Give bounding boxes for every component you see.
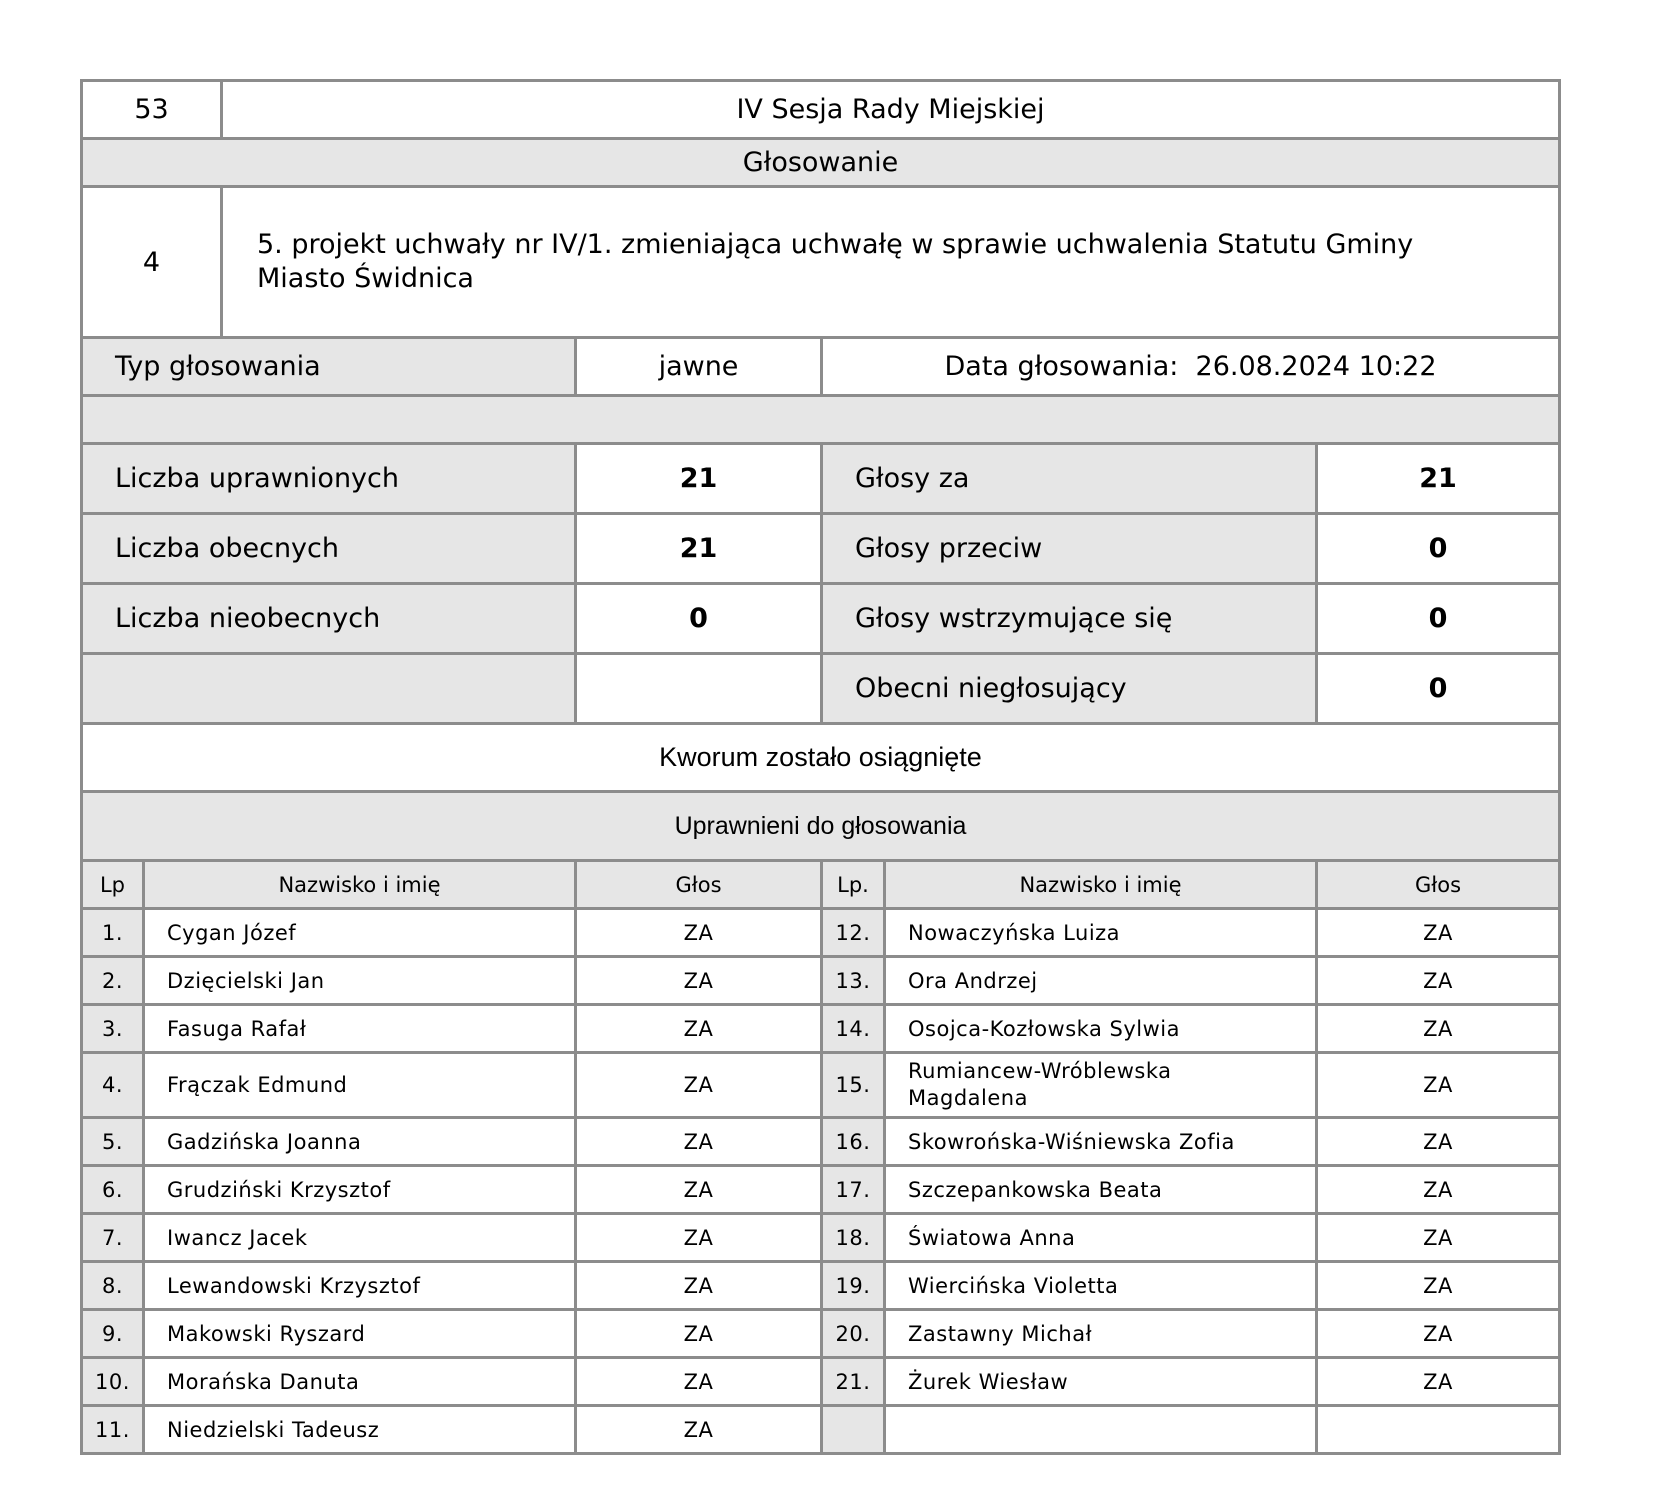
section-header (80, 137, 1561, 188)
voter-name: Szczepankowska Beata (885, 1166, 1317, 1214)
voter-lp: 9. (82, 1310, 144, 1358)
col-lp-left: Lp (82, 861, 144, 909)
voting-protocol (80, 79, 1561, 1455)
voter-name: Frączak Edmund (144, 1053, 576, 1118)
voter-vote: ZA (1317, 1166, 1560, 1214)
agenda-item (80, 185, 1561, 339)
col-lp-right: Lp. (822, 861, 885, 909)
voter-lp: 4. (82, 1053, 144, 1118)
voter-name: Ora Andrzej (885, 957, 1317, 1005)
vote-date-label: Data głosowania: (944, 351, 1179, 382)
for-label: Głosy za (822, 444, 1317, 514)
voter-lp: 21. (822, 1358, 885, 1406)
item-text: 5. projekt uchwały nr IV/1. zmieniająca uchwałę w sprawie uchwalenia Statutu Gminy Miasto Świdnica (222, 187, 1560, 338)
voter-name: Lewandowski Krzysztof (144, 1262, 576, 1310)
table-row (82, 1310, 1560, 1358)
voter-name: Makowski Ryszard (144, 1310, 576, 1358)
voter-lp: 14. (822, 1005, 885, 1053)
against-label: Głosy przeciw (822, 514, 1317, 584)
table-row (82, 1166, 1560, 1214)
abstain-value: 0 (1317, 584, 1560, 654)
session-number: 53 (82, 81, 222, 139)
empty-value-cell (576, 654, 822, 724)
table-row (82, 1262, 1560, 1310)
vote-date (822, 338, 1560, 396)
voter-vote: ZA (576, 1358, 822, 1406)
spacer-cell (82, 396, 1560, 444)
voter-vote: ZA (1317, 1053, 1560, 1118)
voter-name: Grudziński Krzysztof (144, 1166, 576, 1214)
voter-name: Skowrońska-Wiśniewska Zofia (885, 1118, 1317, 1166)
voter-lp: 3. (82, 1005, 144, 1053)
voter-lp: 13. (822, 957, 885, 1005)
item-number: 4 (82, 187, 222, 338)
vote-meta (80, 336, 1561, 397)
voter-name: Fasuga Rafał (144, 1005, 576, 1053)
vote-date-value: 26.08.2024 10:22 (1195, 351, 1437, 382)
table-row (82, 1053, 1560, 1118)
voter-lp: 2. (82, 957, 144, 1005)
empty-vote-cell (1317, 1406, 1560, 1454)
eligible-title: Uprawnieni do głosowania (82, 792, 1560, 861)
voter-vote: ZA (576, 909, 822, 957)
eligible-label: Liczba uprawnionych (82, 444, 576, 514)
voter-lp: 6. (82, 1166, 144, 1214)
voter-vote: ZA (576, 1262, 822, 1310)
stats-table (80, 442, 1561, 725)
table-row (82, 909, 1560, 957)
quorum-text: Kworum zostało osiągnięte (82, 724, 1560, 792)
table-row (82, 1214, 1560, 1262)
voter-vote: ZA (1317, 1214, 1560, 1262)
voter-vote: ZA (1317, 1262, 1560, 1310)
voter-name: Światowa Anna (885, 1214, 1317, 1262)
session-header (80, 79, 1561, 140)
for-value: 21 (1317, 444, 1560, 514)
voter-lp: 12. (822, 909, 885, 957)
voter-lp: 17. (822, 1166, 885, 1214)
voter-vote: ZA (576, 1310, 822, 1358)
voter-name: Osojca-Kozłowska Sylwia (885, 1005, 1317, 1053)
voter-name: Cygan Józef (144, 909, 576, 957)
voter-lp: 8. (82, 1262, 144, 1310)
spacer-row (80, 394, 1561, 445)
present-not-voting-value: 0 (1317, 654, 1560, 724)
col-name-right: Nazwisko i imię (885, 861, 1317, 909)
table-row (82, 1005, 1560, 1053)
voter-name: Morańska Danuta (144, 1358, 576, 1406)
voter-name: Żurek Wiesław (885, 1358, 1317, 1406)
eligible-title-row (80, 790, 1561, 862)
voter-lp: 11. (82, 1406, 144, 1454)
table-row (82, 1358, 1560, 1406)
voter-name: Gadzińska Joanna (144, 1118, 576, 1166)
voter-vote: ZA (576, 1166, 822, 1214)
voter-lp: 20. (822, 1310, 885, 1358)
voter-lp: 7. (82, 1214, 144, 1262)
absent-label: Liczba nieobecnych (82, 584, 576, 654)
voter-vote: ZA (576, 1053, 822, 1118)
abstain-label: Głosy wstrzymujące się (822, 584, 1317, 654)
absent-value: 0 (576, 584, 822, 654)
against-value: 0 (1317, 514, 1560, 584)
empty-label-cell (82, 654, 576, 724)
vote-type-value: jawne (576, 338, 822, 396)
voter-name: Iwancz Jacek (144, 1214, 576, 1262)
voter-name: Zastawny Michał (885, 1310, 1317, 1358)
voter-lp: 16. (822, 1118, 885, 1166)
voter-vote: ZA (1317, 909, 1560, 957)
col-vote-left: Głos (576, 861, 822, 909)
voter-name: Rumiancew-Wróblewska Magdalena (885, 1053, 1317, 1118)
quorum-row (80, 722, 1561, 793)
voter-lp: 19. (822, 1262, 885, 1310)
voter-vote: ZA (576, 1118, 822, 1166)
table-row (82, 1118, 1560, 1166)
voter-vote: ZA (1317, 1005, 1560, 1053)
voter-lp: 15. (822, 1053, 885, 1118)
voter-lp: 5. (82, 1118, 144, 1166)
voter-name: Niedzielski Tadeusz (144, 1406, 576, 1454)
voter-vote: ZA (1317, 1358, 1560, 1406)
voter-lp: 1. (82, 909, 144, 957)
voters-table (80, 859, 1561, 1455)
empty-lp-cell (822, 1406, 885, 1454)
voter-vote: ZA (576, 1406, 822, 1454)
table-row (82, 957, 1560, 1005)
voter-vote: ZA (576, 1214, 822, 1262)
session-title: IV Sesja Rady Miejskiej (222, 81, 1560, 139)
voter-lp: 10. (82, 1358, 144, 1406)
voter-vote: ZA (1317, 1310, 1560, 1358)
voter-vote: ZA (1317, 1118, 1560, 1166)
section-title: Głosowanie (82, 139, 1560, 187)
voter-name: Nowaczyńska Luiza (885, 909, 1317, 957)
present-value: 21 (576, 514, 822, 584)
eligible-value: 21 (576, 444, 822, 514)
voter-lp: 18. (822, 1214, 885, 1262)
voter-vote: ZA (1317, 957, 1560, 1005)
empty-name-cell (885, 1406, 1317, 1454)
col-name-left: Nazwisko i imię (144, 861, 576, 909)
voter-vote: ZA (576, 957, 822, 1005)
col-vote-right: Głos (1317, 861, 1560, 909)
table-row (82, 1406, 1560, 1454)
vote-type-label: Typ głosowania (82, 338, 576, 396)
present-label: Liczba obecnych (82, 514, 576, 584)
present-not-voting-label: Obecni niegłosujący (822, 654, 1317, 724)
voter-name: Wiercińska Violetta (885, 1262, 1317, 1310)
voter-name: Dzięcielski Jan (144, 957, 576, 1005)
voter-vote: ZA (576, 1005, 822, 1053)
